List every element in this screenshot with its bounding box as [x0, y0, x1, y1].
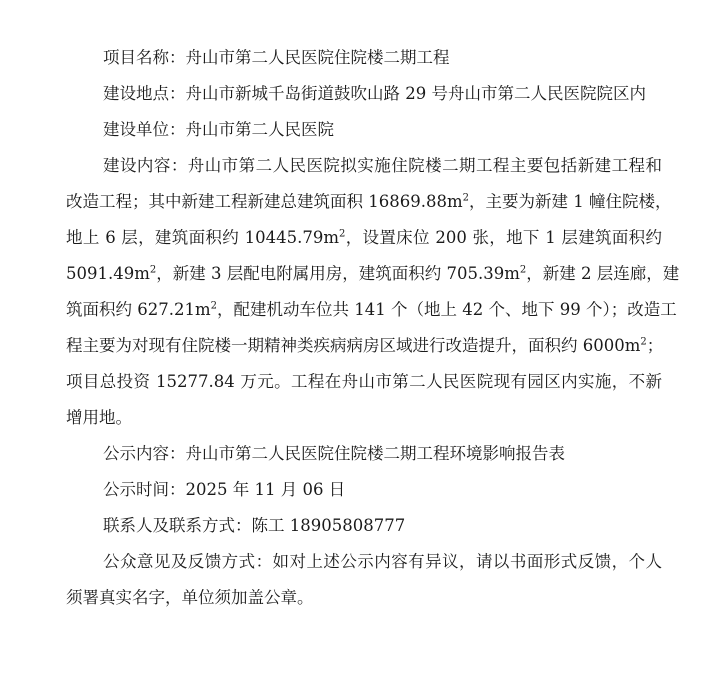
- area-unit-superscript: 2: [640, 336, 647, 348]
- content-line-1: 建设内容：舟山市第二人民医院拟实施住院楼二期工程主要包括新建工程和: [103, 156, 662, 175]
- content-line-2: 改造工程；其中新建工程新建总建筑面积 $16869.88m^2$，主要为新建 1 幢住院楼，: [66, 192, 672, 211]
- notice-time-label: 公示时间：: [103, 480, 186, 499]
- project-location-value: 舟山市新城千岛街道鼓吹山路 29 号舟山市第二人民医院院区内: [185, 84, 646, 103]
- area-unit-superscript: 2: [149, 264, 157, 276]
- area-unit-superscript: 2: [339, 228, 346, 240]
- notice-time-line: [66, 472, 662, 508]
- contact-label: 联系人及联系方式：: [103, 516, 252, 535]
- content-line-5: 筑面积约 $627.21m^2$，配建机动车位共 141 个（地上 42 个、地下 99 个）；改造工: [66, 300, 677, 319]
- contact-value: 陈工 18905808777: [251, 516, 406, 535]
- content-line-8: 增用地。: [66, 408, 132, 427]
- area-unit-superscript: 2: [462, 192, 469, 204]
- contact-line: [66, 508, 662, 544]
- project-unit-value: 舟山市第二人民医院: [185, 120, 334, 139]
- project-name-label: 项目名称：: [103, 48, 186, 67]
- notice-content-line: [66, 436, 662, 472]
- content-line-3: 地上 6 层，建筑面积约 $10445.79m^2$，设置床位 200 张，地下 1 层建筑面积约: [66, 228, 662, 247]
- project-location-line: [66, 76, 662, 112]
- notice-content-value: 舟山市第二人民医院住院楼二期工程环境影响报告表: [185, 444, 565, 463]
- project-name-value: 舟山市第二人民医院住院楼二期工程: [185, 48, 450, 67]
- content-line-4: $5091.49m^2$，新建 3 层配电附属用房，建筑面积约 $705.39m^2$，新建 2 层连廊，建: [66, 264, 680, 283]
- content-line-7: 项目总投资 15277.84 万元。工程在舟山市第二人民医院现有园区内实施，不新: [66, 372, 662, 391]
- project-location-label: 建设地点：: [103, 84, 186, 103]
- feedback-line-2: 须署真实名字，单位须加盖公章。: [66, 588, 314, 607]
- feedback-line-1: 公众意见及反馈方式：如对上述公示内容有异议，请以书面形式反馈，个人: [103, 552, 662, 571]
- construction-content-paragraph: [66, 148, 680, 436]
- notice-time-value: 2025 年 11 月 06 日: [185, 480, 346, 499]
- area-unit-superscript: 2: [210, 300, 217, 312]
- project-name-line: [66, 40, 662, 76]
- project-unit-label: 建设单位：: [103, 120, 186, 139]
- area-unit-superscript: 2: [519, 264, 527, 276]
- project-unit-line: [66, 112, 662, 148]
- notice-content-label: 公示内容：: [103, 444, 186, 463]
- feedback-paragraph: [66, 544, 662, 616]
- content-line-6: 程主要为对现有住院楼一期精神类疾病病房区域进行改造提升，面积约 $6000m^2$；: [66, 336, 664, 355]
- notice-document: [66, 40, 680, 616]
